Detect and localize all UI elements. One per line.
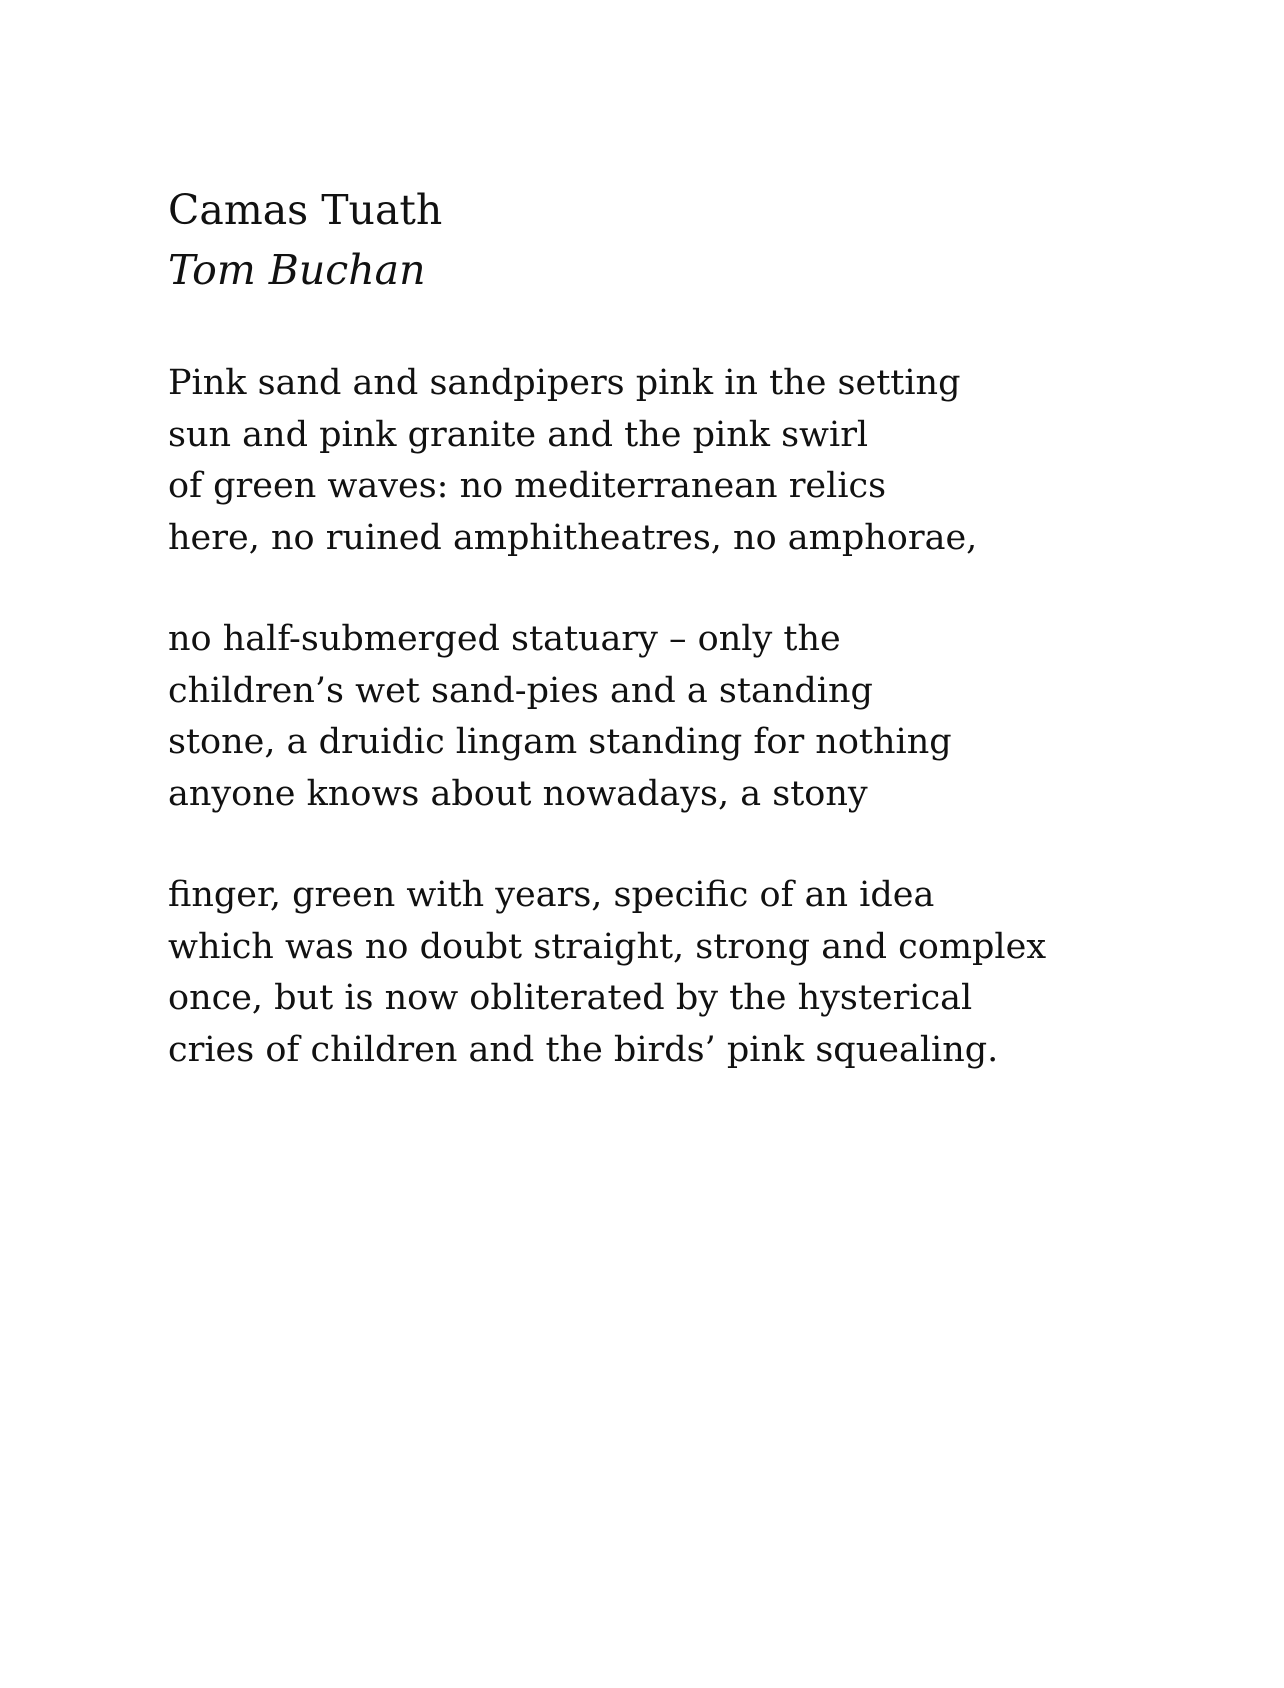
poem-body — [168, 358, 1168, 1076]
poem-line: stone, a druidic lingam standing for nothing — [168, 722, 952, 762]
stanza-3 — [168, 870, 1168, 1076]
poem-line: here, no ruined amphitheatres, no amphorae, — [168, 517, 978, 558]
poem-line: once, but is now obliterated by the hysterical — [168, 978, 973, 1018]
poem-line: Pink sand and sandpipers pink in the setting — [168, 363, 961, 403]
poem-line: no half-submerged statuary – only the — [168, 619, 841, 659]
poem-author: Tom Buchan — [168, 246, 426, 294]
stanza-1 — [168, 358, 1168, 564]
poem-line: finger, green with years, specific of an idea — [168, 875, 935, 915]
poem-line: of green waves: no mediterranean relics — [168, 466, 887, 506]
poem-line: sun and pink granite and the pink swirl — [168, 414, 869, 455]
stanza-2 — [168, 614, 1168, 820]
poem-line: which was no doubt straight, strong and complex — [168, 926, 1047, 967]
poem-line: children’s wet sand-pies and a standing — [168, 670, 873, 711]
poem-page — [168, 180, 1168, 1126]
poem-line: cries of children and the birds’ pink squealing. — [168, 1029, 999, 1070]
poem-title: Camas Tuath — [168, 186, 443, 234]
poem-line: anyone knows about nowadays, a stony — [168, 773, 868, 814]
